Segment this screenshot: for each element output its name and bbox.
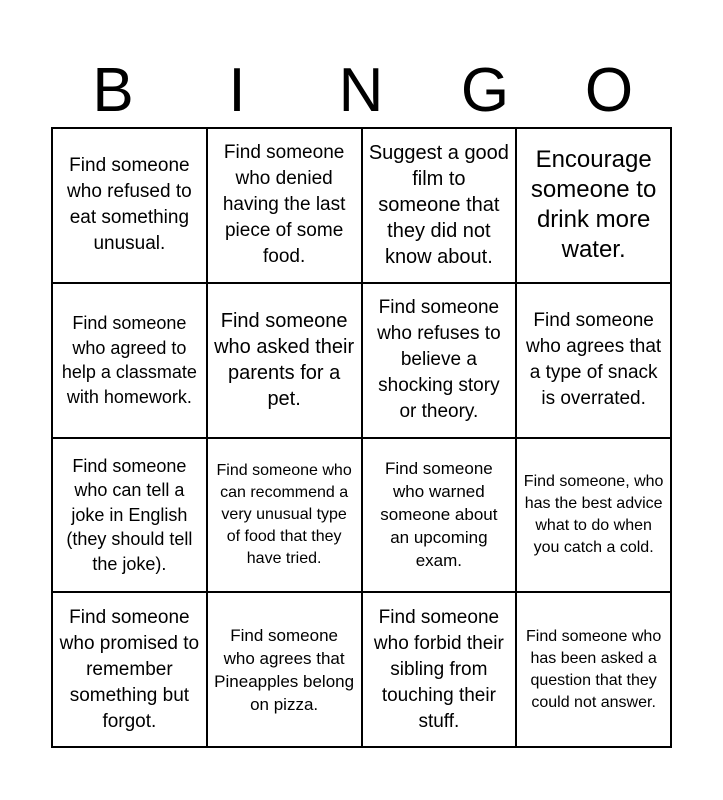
header-letter-n: N bbox=[338, 56, 384, 125]
bingo-cell[interactable] bbox=[208, 129, 363, 284]
bingo-cell-text: Find someone who agrees that a type of snack is overrated. bbox=[526, 310, 662, 410]
bingo-cell-text: Find someone who refuses to believe a shocking story or theory. bbox=[377, 297, 501, 423]
header-letter-g: G bbox=[460, 56, 510, 125]
bingo-cell-text: Find someone who agreed to help a classmate with homework. bbox=[61, 313, 197, 407]
bingo-grid bbox=[51, 127, 672, 748]
bingo-cell[interactable] bbox=[53, 593, 208, 748]
bingo-cell-text: Encourage someone to drink more water. bbox=[530, 146, 657, 264]
bingo-cell[interactable] bbox=[517, 439, 672, 594]
bingo-cell-text: Find someone who refused to eat something unusual. bbox=[67, 155, 192, 255]
bingo-cell-text: Find someone who warned someone about an upcoming exam. bbox=[380, 459, 498, 571]
header-letter-i: I bbox=[228, 56, 246, 125]
bingo-cell[interactable] bbox=[208, 284, 363, 439]
header-letter-b: B bbox=[92, 56, 134, 125]
bingo-cell-text: Find someone who promised to remember something but forgot. bbox=[59, 606, 200, 732]
bingo-cell[interactable] bbox=[517, 284, 672, 439]
bingo-header bbox=[51, 58, 671, 124]
bingo-cell[interactable] bbox=[53, 439, 208, 594]
bingo-cell[interactable] bbox=[53, 284, 208, 439]
bingo-cell-text: Find someone who can recommend a very unusual type of food that they have tried. bbox=[216, 461, 352, 567]
bingo-cell-text: Find someone who denied having the last piece of some food. bbox=[222, 142, 346, 268]
bingo-cell[interactable] bbox=[517, 593, 672, 748]
bingo-cell[interactable] bbox=[363, 284, 518, 439]
bingo-cell-text: Find someone who forbid their sibling from touching their stuff. bbox=[373, 606, 504, 732]
bingo-cell[interactable] bbox=[53, 129, 208, 284]
bingo-cell-text: Suggest a good film to someone that they did not know about. bbox=[368, 142, 509, 269]
bingo-cell[interactable] bbox=[208, 439, 363, 594]
bingo-cell[interactable] bbox=[363, 593, 518, 748]
bingo-cell-text: Find someone, who has the best advice what to do when you catch a cold. bbox=[523, 472, 664, 556]
bingo-cell-text: Find someone who can tell a joke in English (they should tell the joke). bbox=[66, 455, 193, 574]
bingo-cell-text: Find someone who agrees that Pineapples belong on pizza. bbox=[214, 625, 355, 714]
bingo-cell[interactable] bbox=[363, 129, 518, 284]
bingo-cell[interactable] bbox=[208, 593, 363, 748]
header-letter-o: O bbox=[584, 56, 634, 125]
bingo-cell[interactable] bbox=[363, 439, 518, 594]
bingo-cell-text: Find someone who asked their parents for a pet. bbox=[214, 310, 355, 411]
bingo-cell-text: Find someone who has been asked a question that they could not answer. bbox=[526, 627, 662, 711]
bingo-cell[interactable] bbox=[517, 129, 672, 284]
